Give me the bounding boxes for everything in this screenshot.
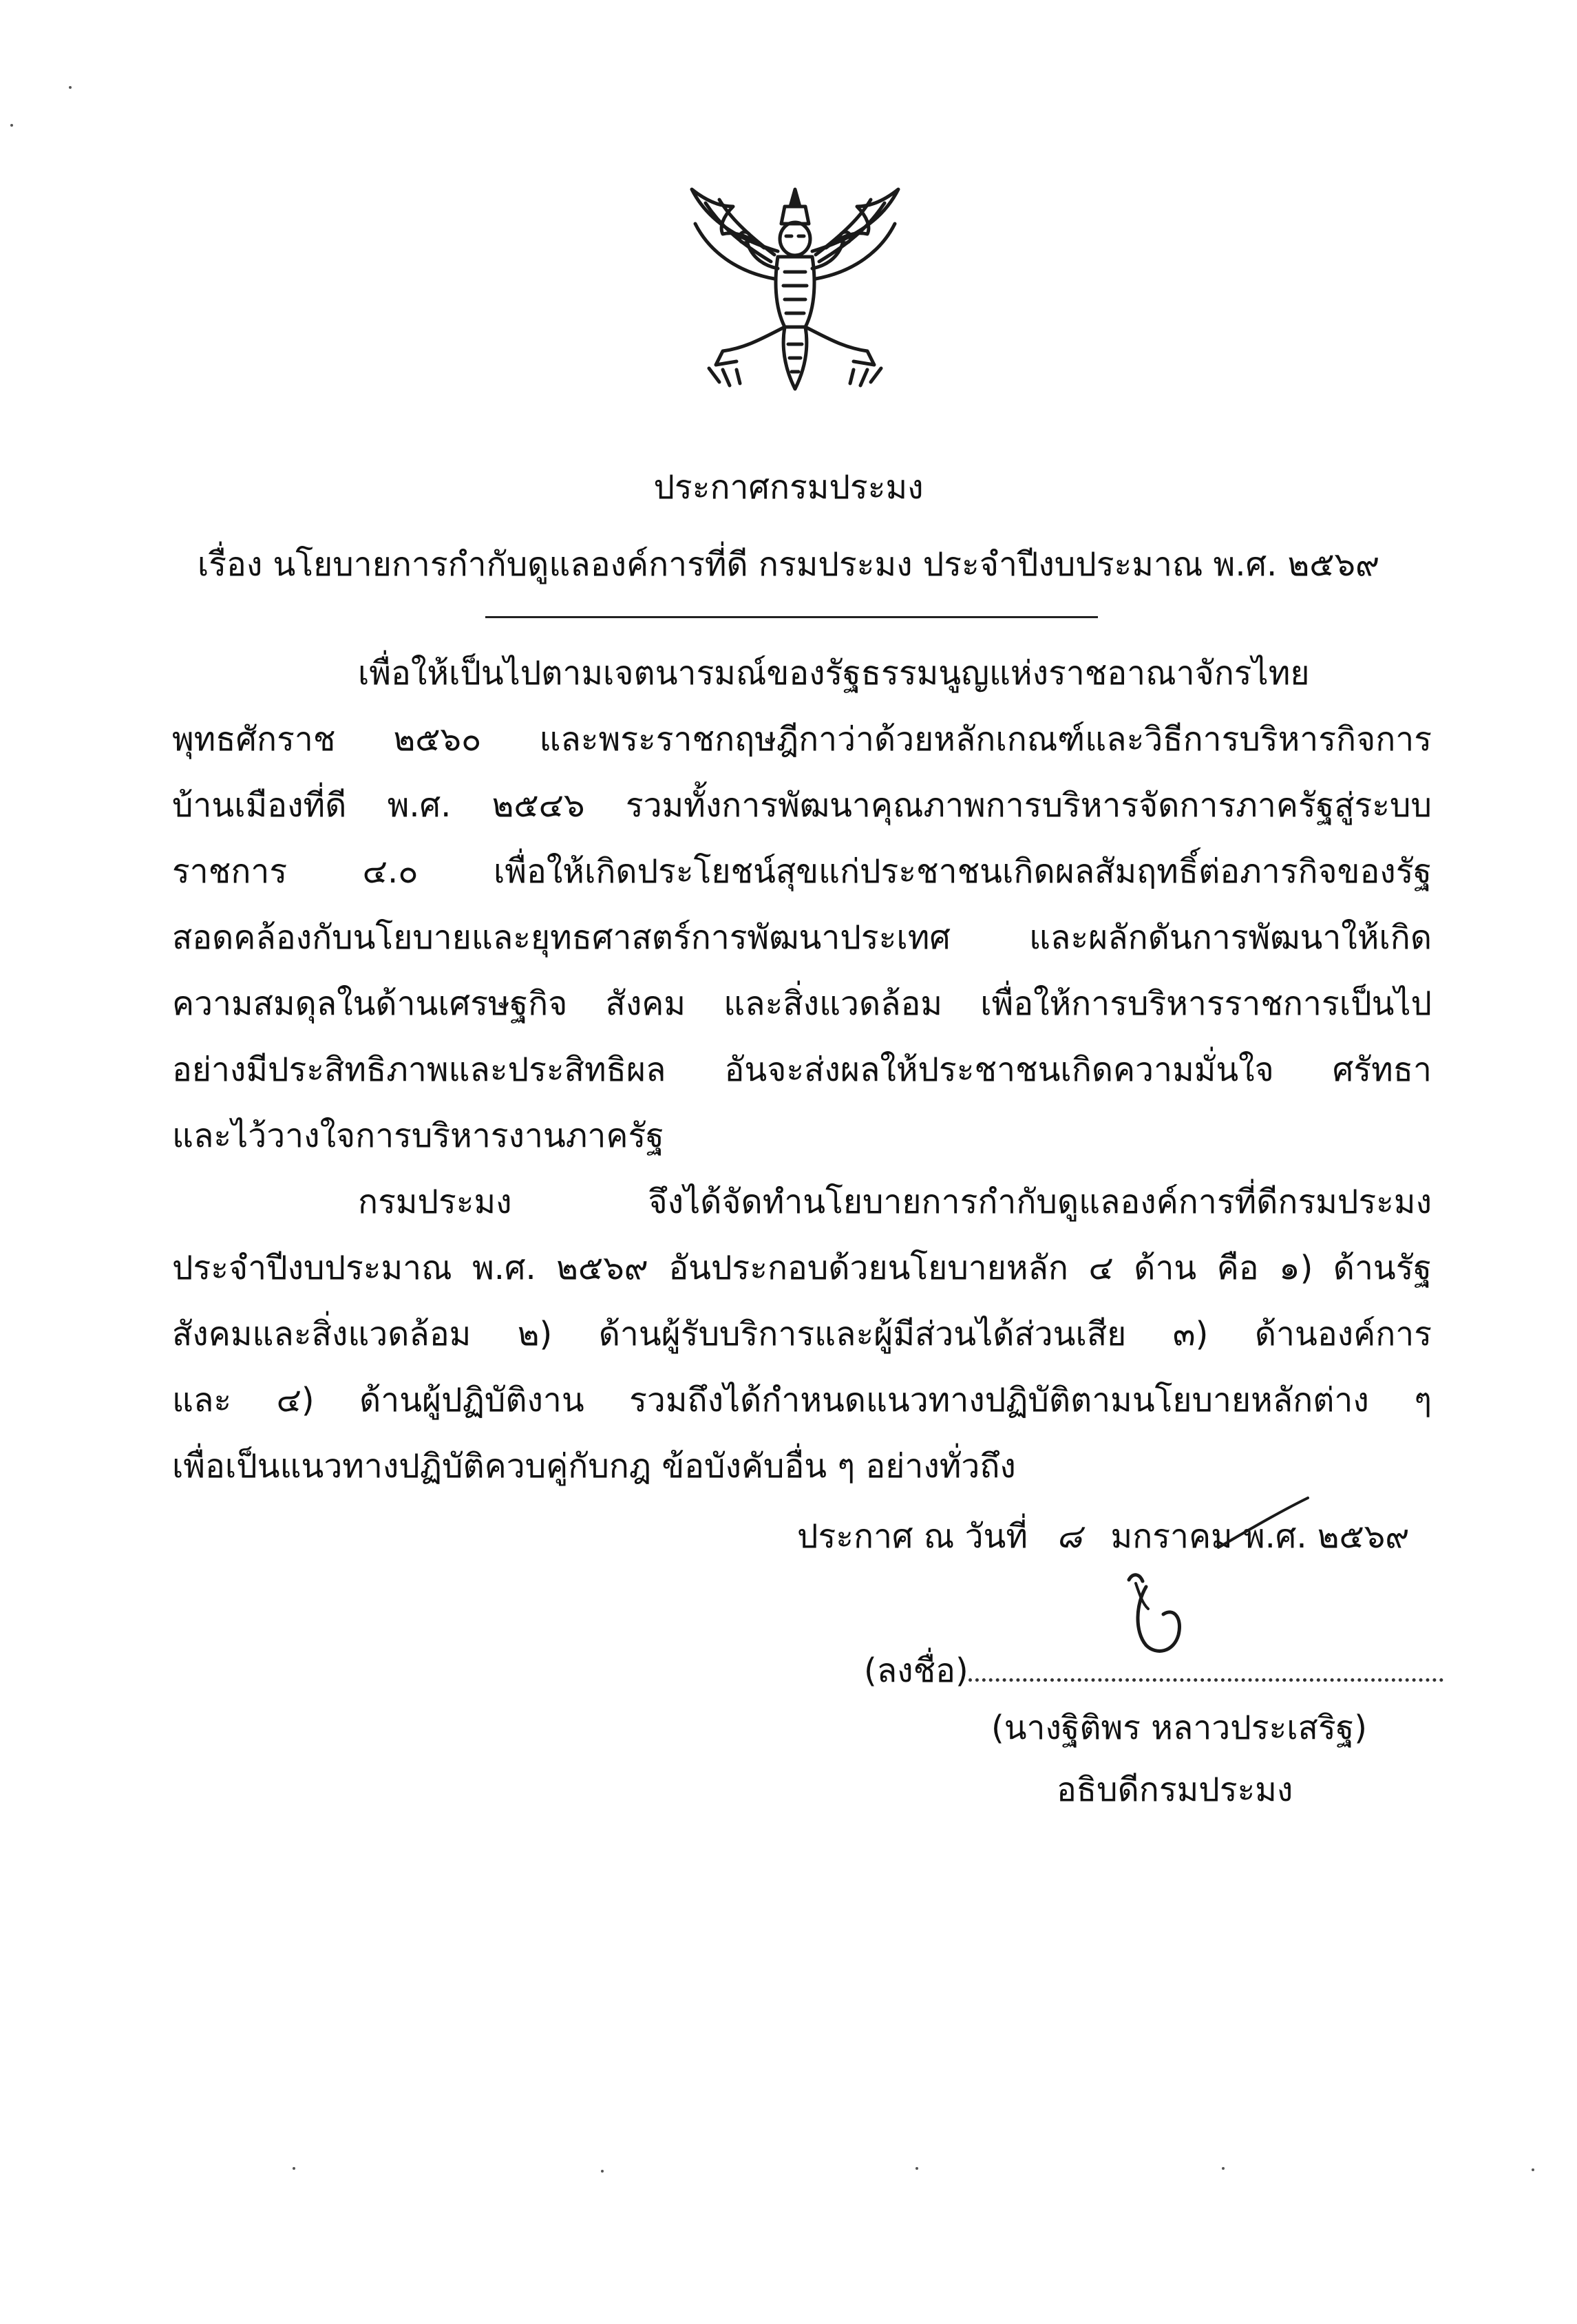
sign-label: (ลงชื่อ) [864, 1651, 969, 1690]
scan-speck [69, 86, 72, 89]
paragraph-line: ความสมดุลในด้านเศรษฐกิจ สังคม และสิ่งแวดล้อม เพื่อให้การบริหารราชการเป็นไป [172, 984, 1432, 1023]
paragraph-line: เพื่อเป็นแนวทางปฏิบัติควบคู่กับกฎ ข้อบังคับอื่น ๆ อย่างทั่วถึง [172, 1447, 1016, 1486]
handwritten-strike-icon [1215, 1492, 1311, 1554]
body-paragraph-1 [172, 640, 1432, 1169]
document-subject: เรื่อง นโยบายการกำกับดูแลองค์การที่ดี กรมประมง ประจำปีงบประมาณ พ.ศ. ๒๕๖๙ [197, 545, 1380, 584]
signer-name: (นางฐิติพร หลาวประเสริฐ) [991, 1709, 1367, 1747]
announce-day: ๘ [1056, 1517, 1082, 1556]
scan-speck [293, 2167, 295, 2170]
handwritten-signature-icon [1115, 1566, 1198, 1662]
paragraph-line: และไว้วางใจการบริหารงานภาครัฐ [172, 1117, 664, 1155]
signer-title: อธิบดีกรมประมง [1057, 1771, 1293, 1809]
scan-speck [1532, 2168, 1534, 2171]
announce-prefix: ประกาศ ณ วันที่ [797, 1517, 1028, 1556]
paragraph-line: กรมประมง จึงได้จัดทำนโยบายการกำกับดูแลองค์การที่ดีกรมประมง [358, 1183, 1432, 1221]
scan-speck [915, 2167, 918, 2170]
garuda-emblem-icon [681, 176, 909, 403]
paragraph-line: สอดคล้องกับนโยบายและยุทธศาสตร์การพัฒนาประเทศ และผลักดันการพัฒนาให้เกิด [172, 918, 1432, 957]
paragraph-line: บ้านเมืองที่ดี พ.ศ. ๒๕๔๖ รวมทั้งการพัฒนาคุณภาพการบริหารจัดการภาครัฐสู่ระบบ [172, 786, 1432, 825]
paragraph-line: ประจำปีงบประมาณ พ.ศ. ๒๕๖๙ อันประกอบด้วยนโยบายหลัก ๔ ด้าน คือ ๑) ด้านรัฐ [172, 1249, 1432, 1287]
announce-month-year: มกราคม พ.ศ. ๒๕๖๙ [1110, 1517, 1410, 1556]
paragraph-line: ราชการ ๔.๐ เพื่อให้เกิดประโยชน์สุขแก่ประชาชนเกิดผลสัมฤทธิ์ต่อภารกิจของรัฐ [172, 852, 1432, 891]
announcement-date [797, 1514, 1409, 1559]
scan-speck [601, 2170, 604, 2173]
paragraph-line: เพื่อให้เป็นไปตามเจตนารมณ์ของรัฐธรรมนูญแห่งราชอาณาจักรไทย [358, 654, 1310, 693]
scan-speck [1222, 2167, 1225, 2170]
paragraph-line: อย่างมีประสิทธิภาพและประสิทธิผล อันจะส่งผลให้ประชาชนเกิดความมั่นใจ ศรัทธา [172, 1050, 1432, 1089]
paragraph-line: พุทธศักราช ๒๕๖๐ และพระราชกฤษฎีกาว่าด้วยหลักเกณฑ์และวิธีการบริหารกิจการ [172, 720, 1432, 759]
title-divider [485, 616, 1098, 618]
signature-dotted-line [969, 1652, 1443, 1682]
paragraph-line: สังคมและสิ่งแวดล้อม ๒) ด้านผู้รับบริการและผู้มีส่วนได้ส่วนเสีย ๓) ด้านองค์การ [172, 1315, 1432, 1353]
signature-line [864, 1649, 1443, 1693]
document-heading: ประกาศกรมประมง [653, 468, 924, 507]
body-paragraph-2 [172, 1169, 1432, 1499]
scan-speck [10, 124, 13, 127]
paragraph-line: และ ๔) ด้านผู้ปฏิบัติงาน รวมถึงได้กำหนดแนวทางปฏิบัติตามนโยบายหลักต่าง ๆ [172, 1381, 1432, 1419]
